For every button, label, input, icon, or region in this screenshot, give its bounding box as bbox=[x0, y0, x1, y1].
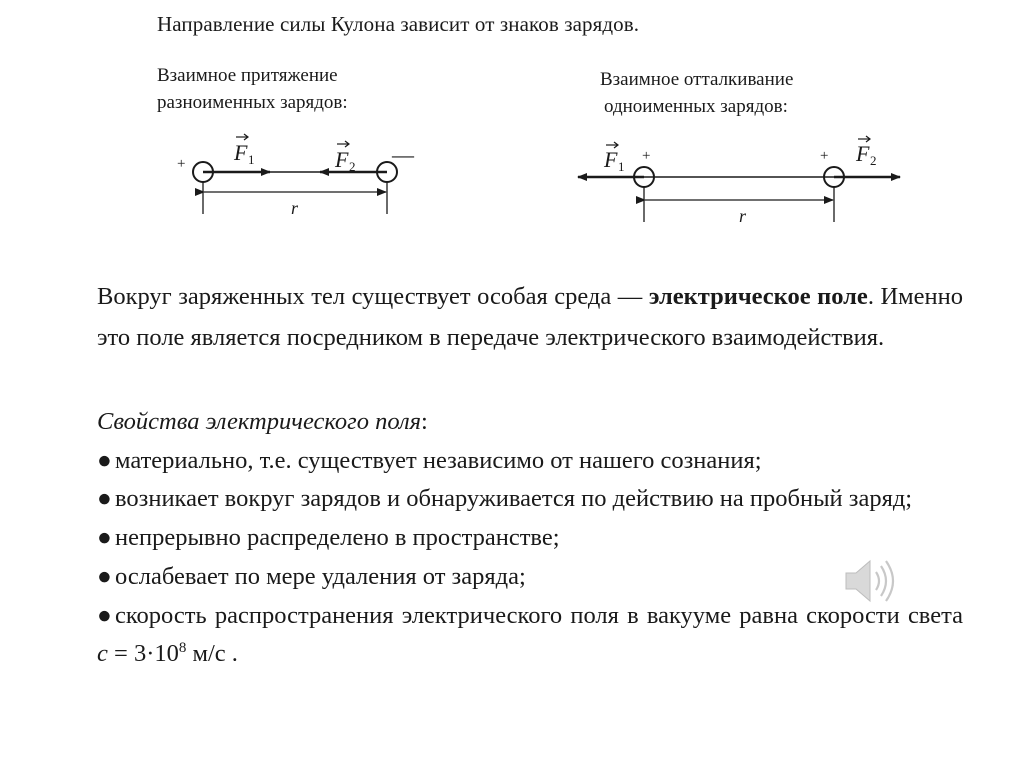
property-item-text: скорость распространения электрического поля в вакууме равна скорости света bbox=[115, 601, 963, 629]
repulsion-diagram bbox=[570, 130, 910, 230]
bullet-icon: ● bbox=[97, 562, 112, 590]
property-item-text: материально, т.е. существует независимо от нашего сознания; bbox=[115, 446, 762, 474]
property-item-text: ослабевает по мере удаления от заряда; bbox=[115, 562, 526, 590]
intro-text-after: . Именно это поле является посредником в передаче электрического взаимодействия. bbox=[97, 283, 964, 351]
formula-exp: 8 bbox=[178, 640, 187, 657]
formula-var: c bbox=[97, 640, 108, 668]
attraction-caption-line1: Взаимное притяжение bbox=[157, 65, 338, 86]
repulsion-distance-label: r bbox=[739, 206, 747, 226]
bullet-icon: ● bbox=[97, 446, 112, 474]
property-item bbox=[97, 558, 963, 597]
repulsion-f1-label: F bbox=[604, 147, 618, 172]
slide-header: Направление силы Кулона зависит от знаков зарядов. bbox=[157, 12, 640, 36]
intro-text-before: Вокруг заряженных тел существует особая среда — bbox=[97, 283, 649, 310]
attraction-f1-sub: 1 bbox=[248, 152, 255, 167]
property-item bbox=[97, 442, 963, 481]
speaker-icon[interactable] bbox=[842, 556, 902, 611]
property-item bbox=[97, 480, 963, 519]
attraction-f2-sub: 2 bbox=[349, 159, 356, 174]
attraction-caption-line2: разноименных зарядов: bbox=[157, 92, 348, 113]
attraction-diagram bbox=[170, 130, 420, 230]
bullet-icon: ● bbox=[97, 601, 112, 629]
intro-paragraph bbox=[97, 276, 963, 358]
bullet-icon: ● bbox=[97, 485, 112, 513]
attraction-left-sign: + bbox=[177, 156, 186, 172]
intro-bold-term: электрическое поле bbox=[648, 283, 868, 310]
repulsion-f2-sub: 2 bbox=[870, 153, 877, 168]
repulsion-f2-label: F bbox=[856, 141, 870, 166]
attraction-distance-label: r bbox=[291, 198, 299, 218]
attraction-f1-label: F bbox=[234, 140, 248, 165]
bullet-icon: ● bbox=[97, 524, 112, 552]
speed-of-light-formula bbox=[97, 640, 238, 667]
formula-unit: м/с bbox=[186, 640, 226, 668]
repulsion-right-sign: + bbox=[820, 148, 829, 164]
attraction-right-sign: — bbox=[392, 142, 414, 167]
repulsion-caption bbox=[600, 66, 793, 120]
repulsion-left-sign: + bbox=[642, 148, 651, 164]
property-item-text: возникает вокруг зарядов и обнаруживается по действию на пробный заряд; bbox=[115, 485, 913, 513]
formula-end: . bbox=[225, 640, 238, 668]
repulsion-f1-sub: 1 bbox=[618, 159, 625, 174]
property-item bbox=[97, 597, 963, 674]
property-item bbox=[97, 519, 963, 558]
repulsion-caption-line2: одноименных зарядов: bbox=[604, 96, 788, 117]
formula-eq: = 3·10 bbox=[107, 640, 179, 668]
attraction-caption bbox=[157, 62, 348, 116]
properties-title: Свойства электрического поля bbox=[97, 408, 422, 435]
properties-block bbox=[97, 403, 963, 674]
property-item-text: непрерывно распределено в пространстве; bbox=[115, 524, 560, 552]
properties-title-colon: : bbox=[421, 408, 428, 435]
repulsion-caption-line1: Взаимное отталкивание bbox=[600, 69, 794, 90]
attraction-f2-label: F bbox=[335, 147, 349, 172]
